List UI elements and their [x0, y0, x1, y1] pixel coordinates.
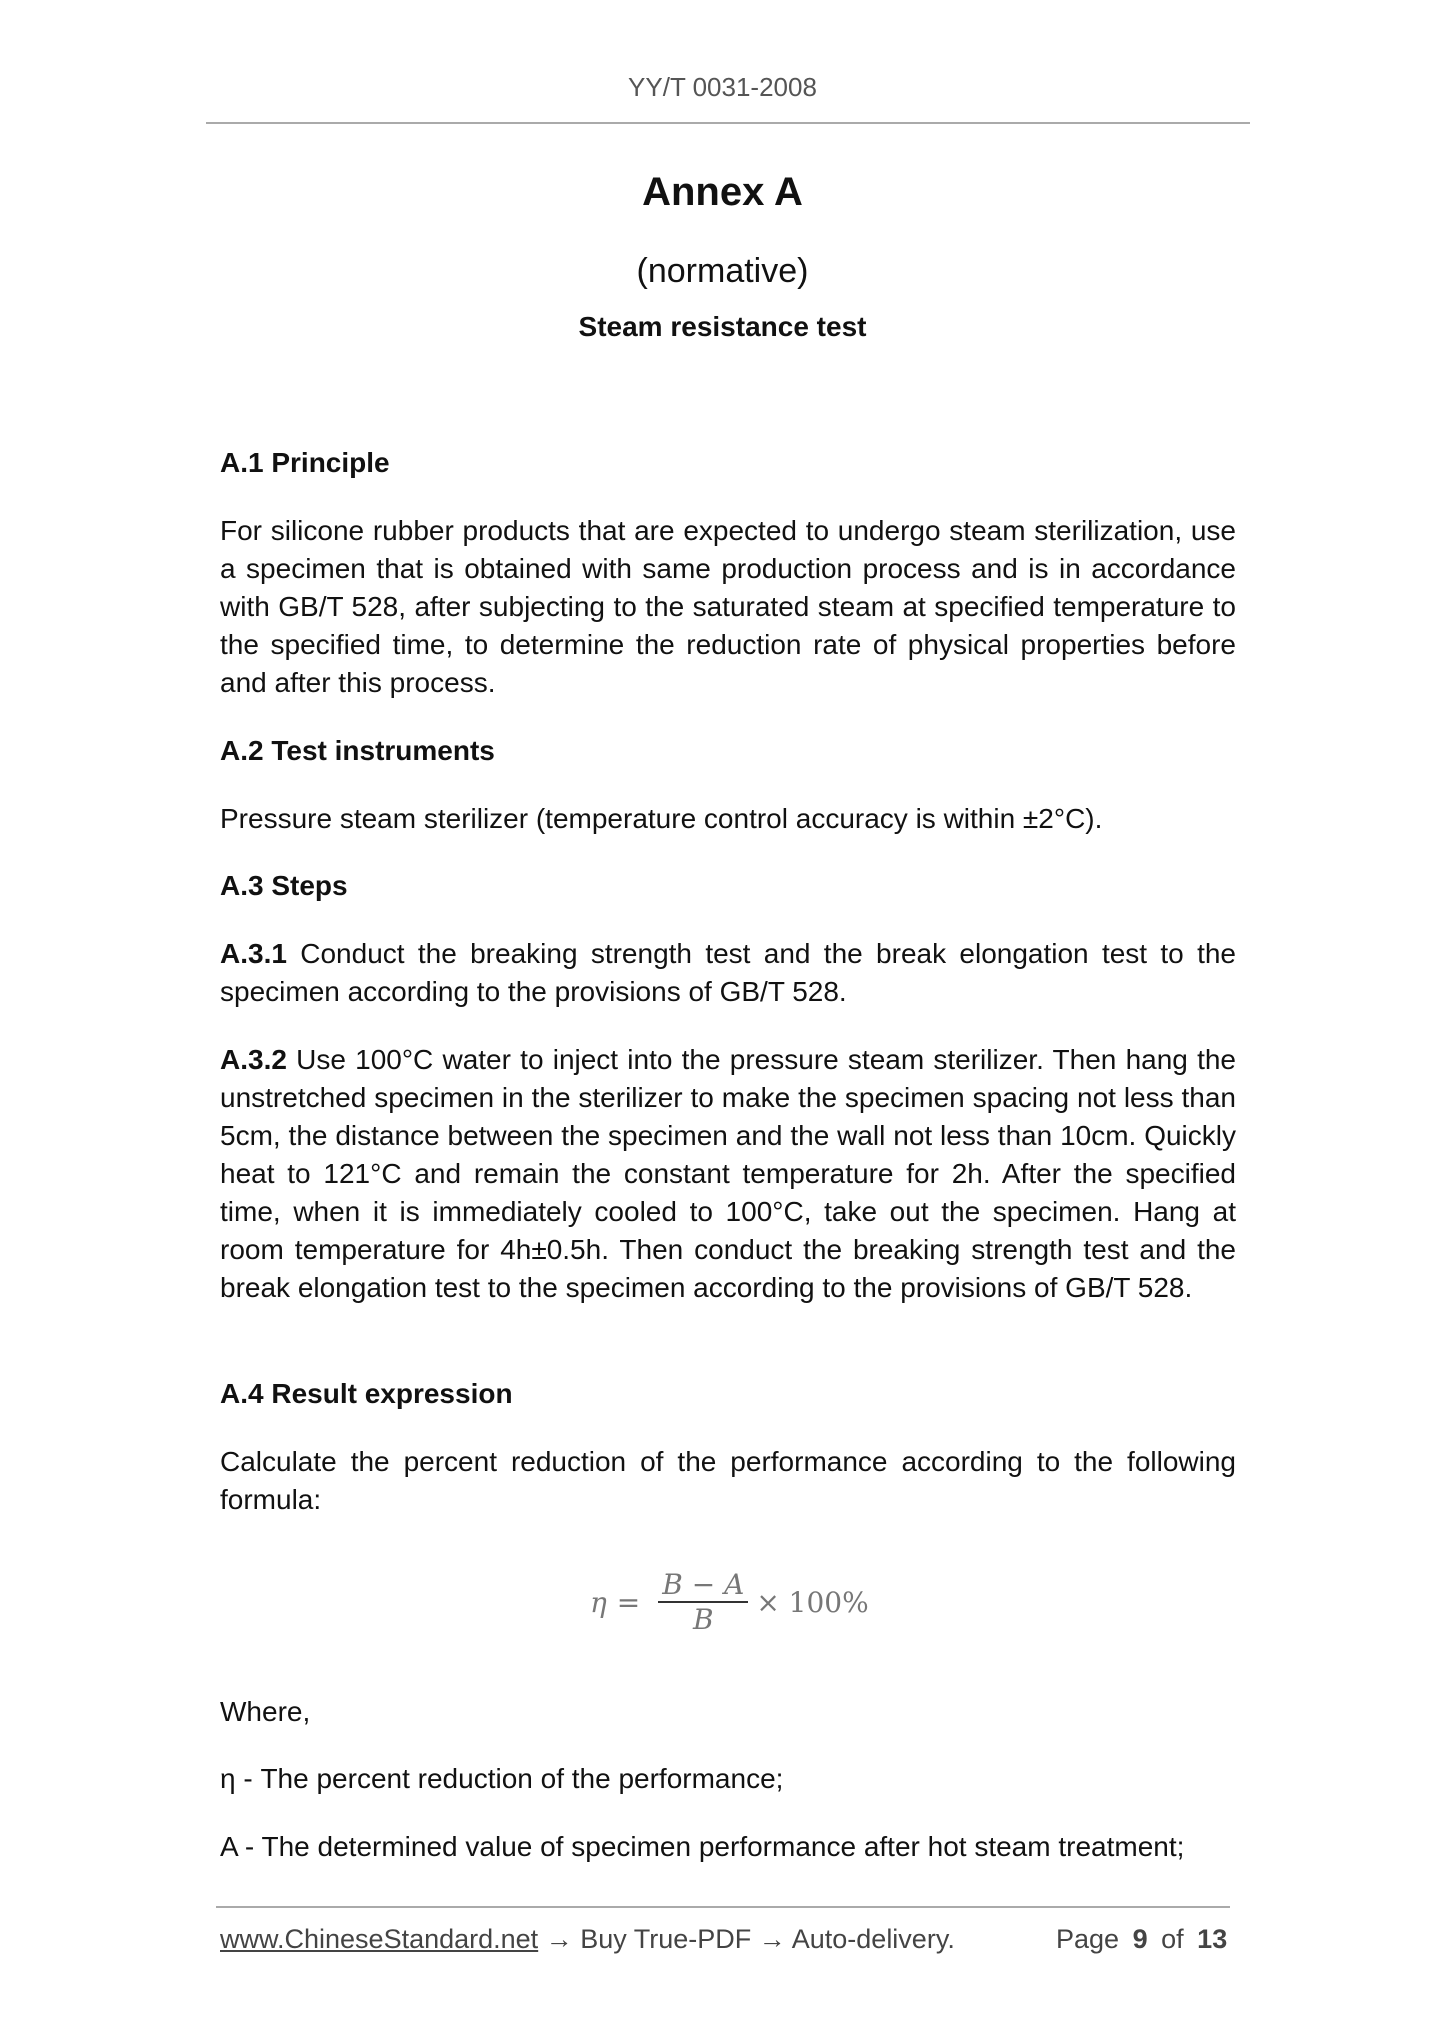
section-a31-text: Conduct the breaking strength test and the break elongation test to the specimen according to the provisions of GB/T 528. [220, 938, 1236, 1007]
where-label: Where, [220, 1696, 311, 1727]
formula-denominator: B [692, 1603, 714, 1636]
section-a32-number: A.3.2 [220, 1044, 287, 1075]
footer-divider [216, 1906, 1230, 1908]
document-id-header: YY/T 0031-2008 [628, 72, 817, 102]
annex-title: Annex A [642, 170, 803, 214]
page-indicator [1056, 1924, 1227, 1955]
annex-heading: Steam resistance test [578, 311, 867, 342]
reduction-formula [590, 1568, 869, 1636]
footer-text [220, 1924, 955, 1955]
section-a32 [220, 1041, 1236, 1307]
page-label: Page [1056, 1924, 1120, 1954]
header-divider [206, 122, 1250, 124]
section-a31 [220, 935, 1236, 1011]
section-a4-text: Calculate the percent reduction of the performance according to the following formula: [220, 1446, 1236, 1515]
formula-equals: = [616, 1585, 641, 1619]
total-pages: 13 [1197, 1924, 1228, 1954]
website-link[interactable]: www.ChineseStandard.net [220, 1924, 539, 1954]
definition-a: A - The determined value of specimen performance after hot steam treatment; [220, 1831, 1185, 1862]
section-a1-text: For silicone rubber products that are expected to undergo steam sterilization, use a specimen that is obtained with same production process and is in accordance with GB/T 528, after subjecting to the saturated steam at specified temperature to the specified time, to determine the reduction rate of physical properties before and after this process. [220, 515, 1236, 698]
section-a4-heading: A.4 Result expression [220, 1378, 513, 1409]
definition-eta: η - The percent reduction of the performance; [220, 1763, 784, 1794]
section-a31-number: A.3.1 [220, 938, 287, 969]
section-a3-heading: A.3 Steps [220, 870, 348, 901]
section-a2-text: Pressure steam sterilizer (temperature control accuracy is within ±2°C). [220, 803, 1103, 834]
formula-numerator: B − A [658, 1568, 748, 1603]
formula-eta: η [590, 1585, 607, 1619]
footer-promo: → Buy True-PDF → Auto-delivery. [538, 1924, 955, 1954]
section-a2-heading: A.2 Test instruments [220, 735, 495, 766]
current-page: 9 [1132, 1924, 1148, 1954]
section-a1-heading: A.1 Principle [220, 447, 390, 478]
annex-type: (normative) [636, 252, 809, 290]
formula-fraction [658, 1568, 748, 1636]
formula-times: × 100% [756, 1585, 869, 1619]
section-a32-text: Use 100°C water to inject into the pressure steam sterilizer. Then hang the unstretched specimen in the sterilizer to make the specimen spacing not less than 5cm, the distance between the specimen and the wall not less than 10cm. Quickly heat to 121°C and remain the constant temperature for 2h. After the specified time, when it is immediately cooled to 100°C, take out the specimen. Hang at room temperature for 4h±0.5h. Then conduct the breaking strength test and the break elongation test to the specimen according to the provisions of GB/T 528. [220, 1044, 1236, 1303]
page-of: of [1161, 1924, 1184, 1954]
